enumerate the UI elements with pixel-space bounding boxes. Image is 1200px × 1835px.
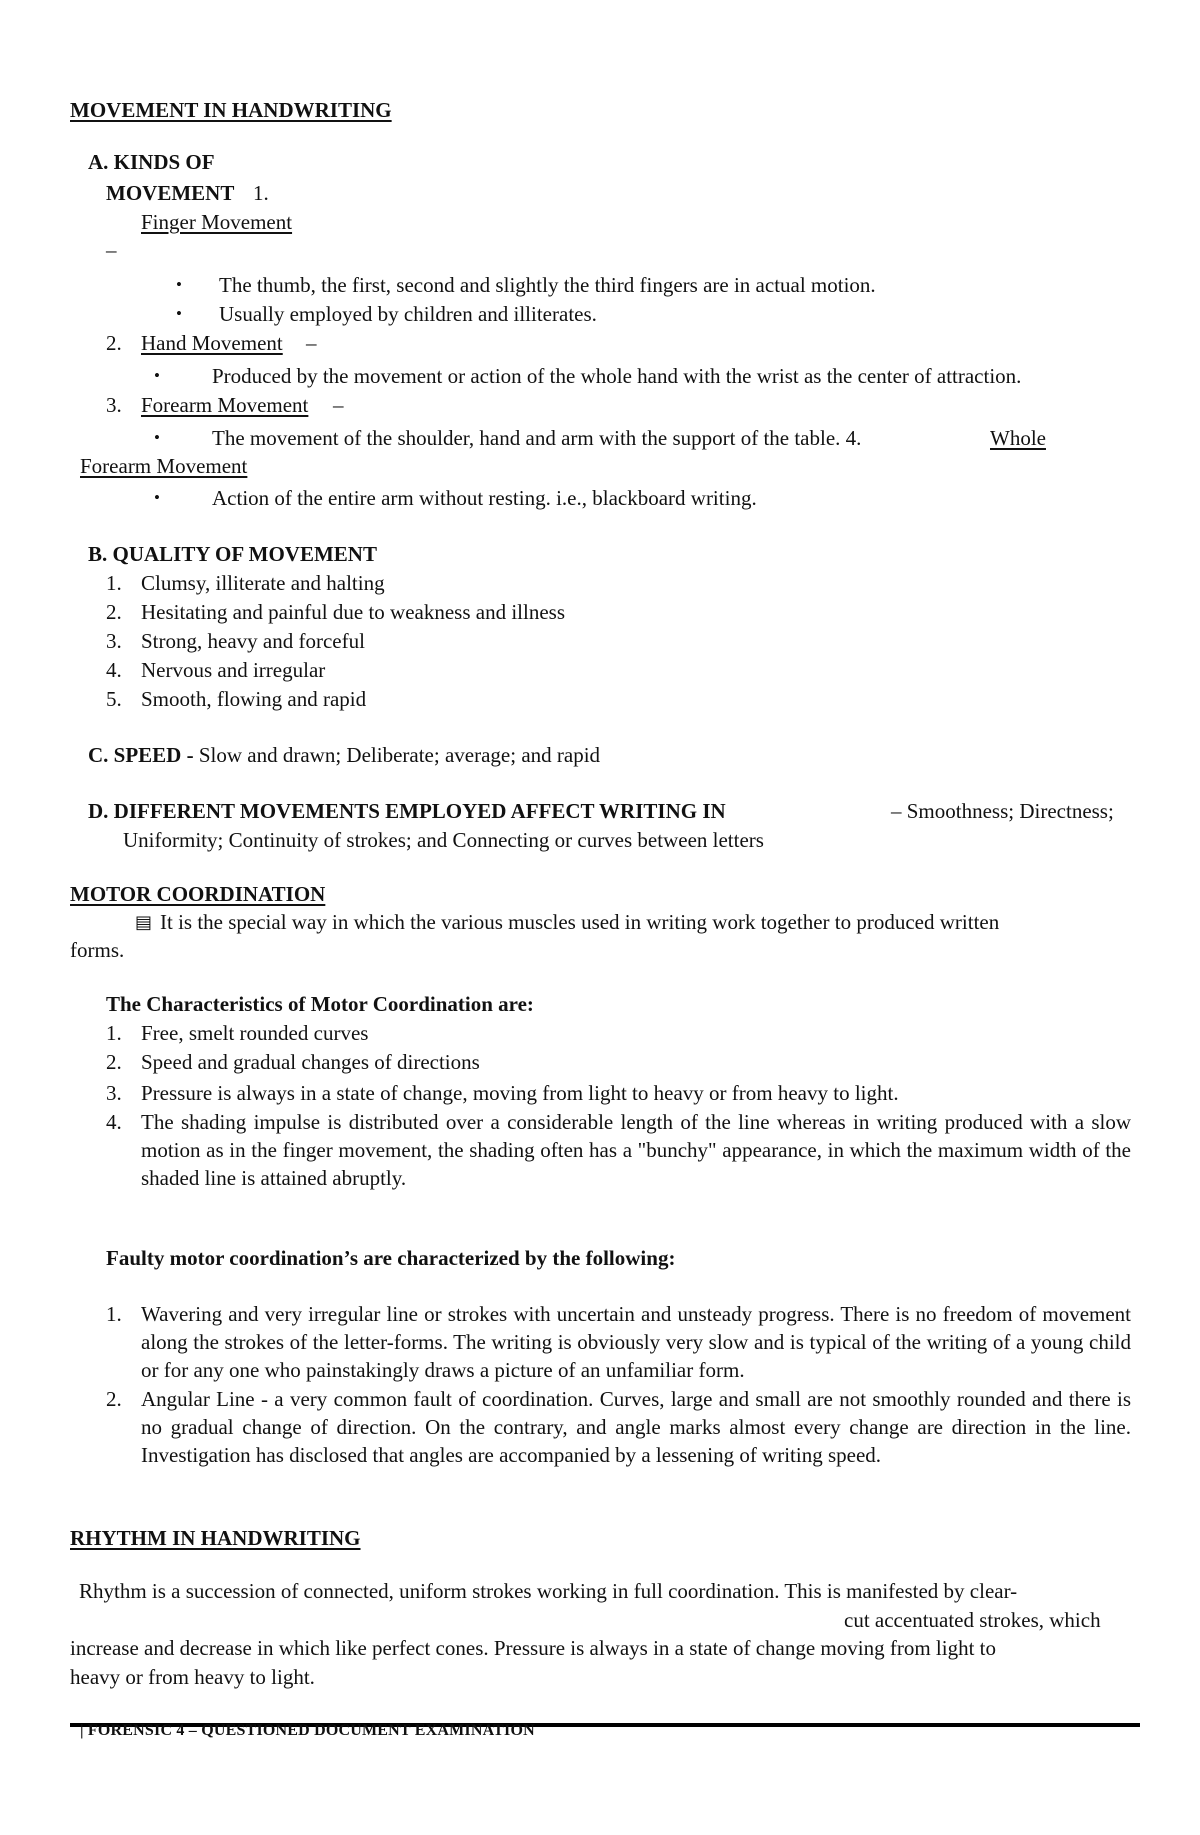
rhythm-line3: increase and decrease in which like perfect cones. Pressure is always in a state of change moving from light to xyxy=(70,1636,997,1660)
section-d-line1-rest: – Smoothness; Directness; xyxy=(891,799,1114,823)
section-a-item1-title: Finger Movement xyxy=(141,210,293,234)
faulty-num-2: 2. xyxy=(106,1387,122,1411)
faulty-heading: Faulty motor coordination’s are characterized by the following: xyxy=(106,1246,676,1270)
section-b-num-5: 5. xyxy=(106,687,122,711)
bullet-icon: • xyxy=(154,488,160,507)
rhythm-line4: heavy or from heavy to light. xyxy=(70,1665,315,1689)
section-a-item1-number: 1. xyxy=(253,181,269,205)
char-item-2: Speed and gradual changes of directions xyxy=(141,1050,480,1074)
section-a-heading-line2 xyxy=(106,179,234,207)
section-c-label: C. SPEED - xyxy=(88,743,194,767)
section-d-label: D. DIFFERENT MOVEMENTS EMPLOYED AFFECT WRITING IN xyxy=(88,799,726,823)
section-a-item2-number: 2. xyxy=(106,331,122,355)
section-a-item2-dash: – xyxy=(306,331,317,355)
section-a-heading-word: MOVEMENT xyxy=(106,181,235,205)
section-b-item-2: Hesitating and painful due to weakness and illness xyxy=(141,600,565,624)
rhythm-line1: Rhythm is a succession of connected, uniform strokes working in full coordination. This is manifested by clear- xyxy=(79,1579,1018,1603)
rhythm-heading: RHYTHM IN HANDWRITING xyxy=(70,1526,361,1550)
section-a-heading: A. KINDS OF xyxy=(88,150,215,174)
section-b-num-1: 1. xyxy=(106,571,122,595)
section-a-item3-title: Forearm Movement xyxy=(141,393,309,417)
char-num-1: 1. xyxy=(106,1021,122,1045)
char-num-3: 3. xyxy=(106,1081,122,1105)
bullet-icon: • xyxy=(176,304,182,323)
section-b-item-3: Strong, heavy and forceful xyxy=(141,629,365,653)
faulty-num-1: 1. xyxy=(106,1302,122,1326)
section-b-item-5: Smooth, flowing and rapid xyxy=(141,687,367,711)
motor-heading: MOTOR COORDINATION xyxy=(70,882,326,906)
section-b-heading: B. QUALITY OF MOVEMENT xyxy=(88,542,377,566)
motor-intro-line2: forms. xyxy=(70,938,125,962)
section-b-num-3: 3. xyxy=(106,629,122,653)
faulty-item-1: Wavering and very irregular line or strokes with uncertain and unsteady progress. There is no freedom of movement along the strokes of the letter-forms. The writing is obviously very slow and is typical of the writing of a young child or for any one who painstakingly draws a picture of an unfamiliar form. xyxy=(141,1302,1131,1382)
section-d-line2: Uniformity; Continuity of strokes; and Connecting or curves between letters xyxy=(123,828,764,852)
section-a-item4-title-b: Forearm Movement xyxy=(80,454,248,478)
clapperboard-icon: ▤ xyxy=(135,912,153,932)
footer-text: | FORENSIC 4 – QUESTIONED DOCUMENT EXAMINATION xyxy=(80,1722,535,1739)
char-item-4: The shading impulse is distributed over a considerable length of the line whereas in writing produced with a slow motion as in the finger movement, the shading often has a "bunchy" appearance, in which the maximum width of the shaded line is attained abruptly. xyxy=(141,1110,1131,1190)
section-a-item1-bullet-2: Usually employed by children and illiterates. xyxy=(219,302,597,326)
section-b-item-1: Clumsy, illiterate and halting xyxy=(141,571,385,595)
section-a-item3-bullet: The movement of the shoulder, hand and arm with the support of the table. 4. xyxy=(212,426,862,450)
bullet-icon: • xyxy=(176,275,182,294)
section-a-item4-title-a: Whole xyxy=(990,426,1046,450)
section-a-item1-bullet-1: The thumb, the first, second and slightly the third fingers are in actual motion. xyxy=(219,273,876,297)
section-a-item2-bullet: Produced by the movement or action of the whole hand with the wrist as the center of attraction. xyxy=(212,364,1022,388)
characteristics-heading: The Characteristics of Motor Coordination are: xyxy=(106,992,534,1016)
page-title: MOVEMENT IN HANDWRITING xyxy=(70,98,392,122)
bullet-icon: • xyxy=(154,428,160,447)
section-a-item3-dash: – xyxy=(333,393,344,417)
section-b-item-4: Nervous and irregular xyxy=(141,658,326,682)
section-a-item3-number: 3. xyxy=(106,393,122,417)
rhythm-line2: cut accentuated strokes, which xyxy=(844,1608,1101,1632)
section-b-num-2: 2. xyxy=(106,600,122,624)
char-num-4: 4. xyxy=(106,1110,122,1134)
motor-intro-line1: It is the special way in which the various muscles used in writing work together to produced written xyxy=(160,910,1000,934)
char-num-2: 2. xyxy=(106,1050,122,1074)
faulty-item-2: Angular Line - a very common fault of coordination. Curves, large and small are not smoothly rounded and there is no gradual change of direction. On the contrary, and angle marks almost every change are direction in the line. Investigation has disclosed that angles are accompanied by a lessening of writing speed. xyxy=(141,1387,1131,1467)
char-item-3: Pressure is always in a state of change, moving from light to heavy or from heavy to light. xyxy=(141,1081,899,1105)
section-c xyxy=(88,741,600,769)
section-a-item4-bullet: Action of the entire arm without resting. i.e., blackboard writing. xyxy=(212,486,757,510)
bullet-icon: • xyxy=(154,366,160,385)
section-b-num-4: 4. xyxy=(106,658,122,682)
section-a-item2-title: Hand Movement xyxy=(141,331,283,355)
section-a-item1-dash: – xyxy=(106,238,117,262)
char-item-1: Free, smelt rounded curves xyxy=(141,1021,369,1045)
section-c-text: Slow and drawn; Deliberate; average; and rapid xyxy=(193,743,601,767)
